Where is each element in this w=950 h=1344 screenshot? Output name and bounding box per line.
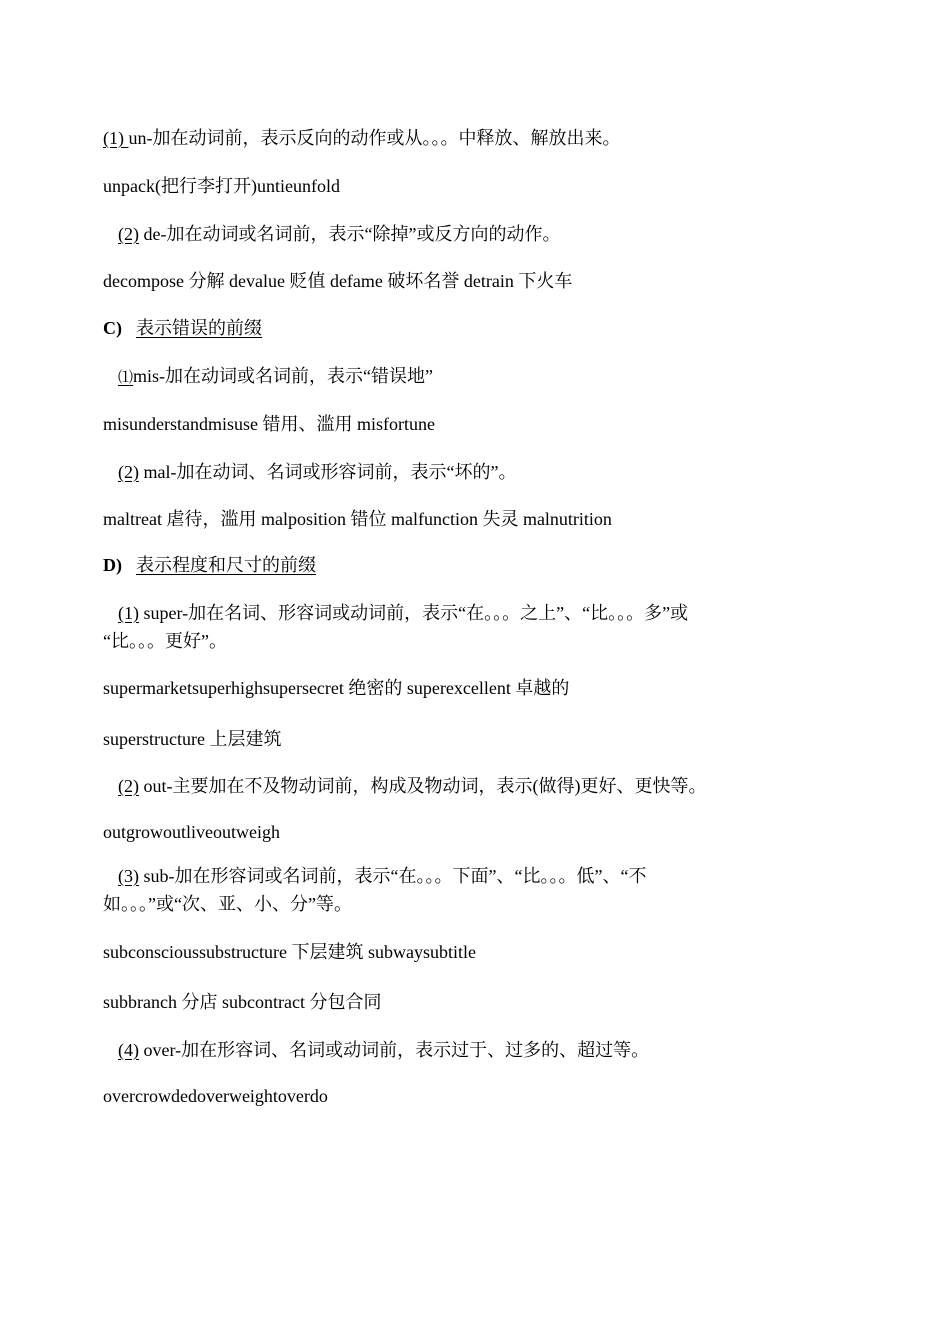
section-title: 表示错误的前缀 (136, 318, 262, 338)
item-sub-prefix (118, 864, 646, 888)
example-line: decompose 分解 devalue 贬值 defame 破坏名誉 detrain 下火车 (103, 271, 573, 291)
item-number: (2) (118, 776, 139, 796)
example-line: outgrowoutliveoutweigh (103, 822, 280, 842)
item-text: over-加在形容词、名词或动词前，表示过于、过多的、超过等。 (143, 1040, 650, 1060)
example-line: subbranch 分店 subcontract 分包合同 (103, 992, 382, 1012)
item-number: (2) (118, 462, 139, 482)
example-line: maltreat 虐待，滥用 malposition 错位 malfunction 失灵 malnutrition (103, 509, 612, 529)
item-text: super-加在名词、形容词或动词前，表示“在。。。之上”、“比。。。多”或 (143, 603, 689, 623)
section-heading-c (103, 316, 262, 340)
section-title: 表示程度和尺寸的前缀 (136, 555, 316, 575)
example-line: subconscioussubstructure 下层建筑 subwaysubtitle (103, 942, 476, 962)
item-number: (1) (103, 128, 124, 148)
item-number: (3) (118, 866, 139, 886)
item-out-prefix (118, 774, 706, 798)
item-continuation: “比。。。更好”。 (103, 631, 227, 651)
item-text: mal-加在动词、名词或形容词前，表示“坏的”。 (143, 462, 517, 482)
example-line: unpack(把行李打开)untieunfold (103, 176, 340, 196)
item-number: (1) (118, 603, 139, 623)
item-over-prefix (118, 1038, 649, 1062)
item-text: de-加在动词或名词前，表示“除掉”或反方向的动作。 (143, 224, 561, 244)
item-number: (2) (118, 224, 139, 244)
example-line: supermarketsuperhighsupersecret 绝密的 superexcellent 卓越的 (103, 678, 570, 698)
item-number: ⑴ (118, 370, 134, 386)
item-text: un-加在动词前，表示反向的动作或从。。。中释放、解放出来。 (128, 128, 621, 148)
item-super-prefix (118, 601, 688, 625)
section-heading-d (103, 553, 316, 577)
item-mal-prefix (118, 460, 516, 484)
item-text: sub-加在形容词或名词前，表示“在。。。下面”、“比。。。低”、“不 (143, 866, 647, 886)
item-text: out-主要加在不及物动词前，构成及物动词，表示(做得)更好、更快等。 (143, 776, 707, 796)
item-mis-prefix (118, 364, 433, 390)
item-un-prefix (103, 126, 621, 150)
item-text: mis-加在动词或名词前，表示“错误地” (133, 366, 433, 386)
example-line: superstructure 上层建筑 (103, 729, 282, 749)
item-number: (4) (118, 1040, 139, 1060)
item-continuation: 如。。。”或“次、亚、小、分”等。 (103, 894, 352, 914)
section-label: C) (103, 318, 122, 338)
example-line: misunderstandmisuse 错用、滥用 misfortune (103, 414, 435, 434)
example-line: overcrowdedoverweightoverdo (103, 1086, 328, 1106)
item-de-prefix (118, 222, 560, 246)
section-label: D) (103, 555, 122, 575)
